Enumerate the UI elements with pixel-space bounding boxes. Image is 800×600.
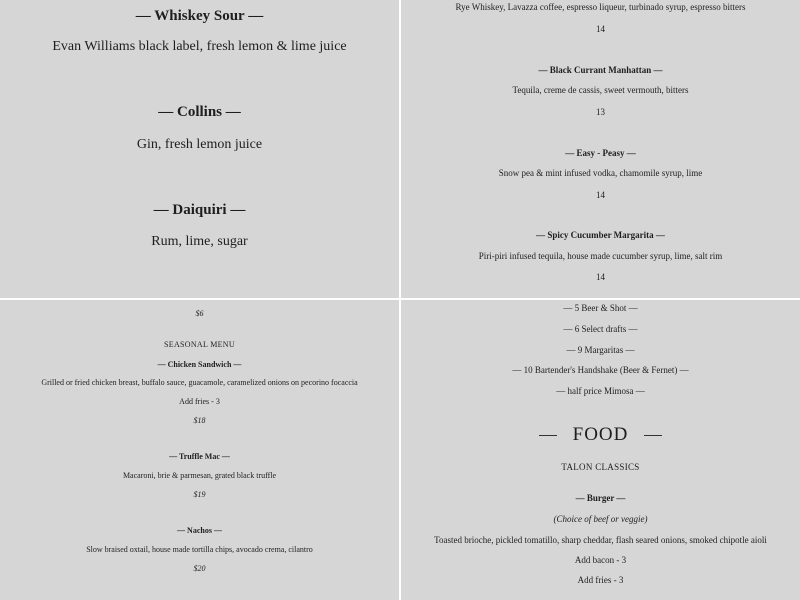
item-name-nachos: — Nachos —	[177, 526, 222, 535]
item-price-nachos: $20	[193, 564, 206, 573]
item-desc-nachos: Slow braised oxtail, house made tortilla chips, avocado crema, cilantro	[86, 545, 313, 554]
cocktail-price-first: 14	[596, 24, 605, 34]
cocktail-name-spicy-cucumber-margarita: — Spicy Cucumber Margarita —	[536, 230, 665, 240]
item-name-burger: — Burger —	[575, 493, 626, 503]
cocktail-panel-classic	[0, 0, 399, 298]
item-desc-truffle-mac: Macaroni, brie & parmesan, grated black truffle	[122, 471, 277, 480]
cocktail-desc-easy-peasy: Snow pea & mint infused vodka, chamomile syrup, lime	[498, 168, 703, 178]
divider	[539, 435, 557, 436]
cocktail-name-easy-peasy: — Easy - Peasy —	[565, 148, 636, 158]
special-item: — half price Mimosa —	[556, 386, 645, 396]
item-extra-bacon: Add bacon - 3	[574, 555, 627, 565]
item-desc-chicken-sandwich: Grilled or fried chicken breast, buffalo sauce, guacamole, caramelized onions on pecorino focaccia	[41, 378, 358, 387]
section-heading-seasonal: SEASONAL MENU	[164, 340, 235, 349]
item-name-truffle-mac: — Truffle Mac —	[169, 452, 230, 461]
item-extra-fries: Add fries - 3	[577, 575, 624, 585]
food-section-title	[401, 424, 800, 446]
cocktail-desc-daiquiri: Rum, lime, sugar	[151, 234, 248, 249]
food-title: FOOD	[572, 424, 629, 445]
special-item: — 6 Select drafts —	[563, 324, 638, 334]
section-heading-classics: TALON CLASSICS	[561, 462, 640, 472]
cocktail-desc-black-currant-manhattan: Tequila, creme de cassis, sweet vermouth, bitters	[512, 85, 689, 95]
item-extra-chicken-sandwich: Add fries - 3	[179, 397, 220, 406]
cocktail-panel-signature	[401, 0, 800, 298]
divider	[644, 435, 662, 436]
seasonal-menu-panel	[0, 300, 399, 600]
item-price-chicken-sandwich: $18	[193, 416, 206, 425]
cocktail-price-black-currant-manhattan: 13	[596, 107, 605, 117]
cocktail-name-whiskey-sour: — Whiskey Sour —	[135, 8, 264, 24]
cocktail-desc-first: Rye Whiskey, Lavazza coffee, espresso liqueur, turbinado syrup, espresso bitters	[455, 2, 746, 12]
cocktail-desc-spicy-cucumber-margarita: Piri-piri infused tequila, house made cucumber syrup, lime, salt rim	[478, 251, 723, 261]
item-name-chicken-sandwich: — Chicken Sandwich —	[157, 360, 242, 369]
item-price-top: $6	[195, 309, 204, 318]
cocktail-price-easy-peasy: 14	[596, 190, 605, 200]
specials-food-panel	[401, 300, 800, 600]
cocktail-desc-collins: Gin, fresh lemon juice	[136, 137, 263, 152]
special-item: — 10 Bartender's Handshake (Beer & Fernet) —	[512, 365, 689, 375]
item-choice-burger: (Choice of beef or veggie)	[553, 514, 648, 524]
item-price-truffle-mac: $19	[193, 490, 206, 499]
cocktail-name-collins: — Collins —	[158, 104, 241, 120]
cocktail-desc-whiskey-sour: Evan Williams black label, fresh lemon & lime juice	[52, 39, 347, 54]
item-desc-burger: Toasted brioche, pickled tomatillo, sharp cheddar, flash seared onions, smoked chipotle aioli	[434, 535, 767, 545]
special-item: — 5 Beer & Shot —	[563, 303, 638, 313]
cocktail-price-spicy-cucumber-margarita: 14	[596, 272, 605, 282]
cocktail-name-daiquiri: — Daiquiri —	[153, 202, 246, 218]
special-item: — 9 Margaritas —	[566, 345, 635, 355]
cocktail-name-black-currant-manhattan: — Black Currant Manhattan —	[538, 65, 663, 75]
